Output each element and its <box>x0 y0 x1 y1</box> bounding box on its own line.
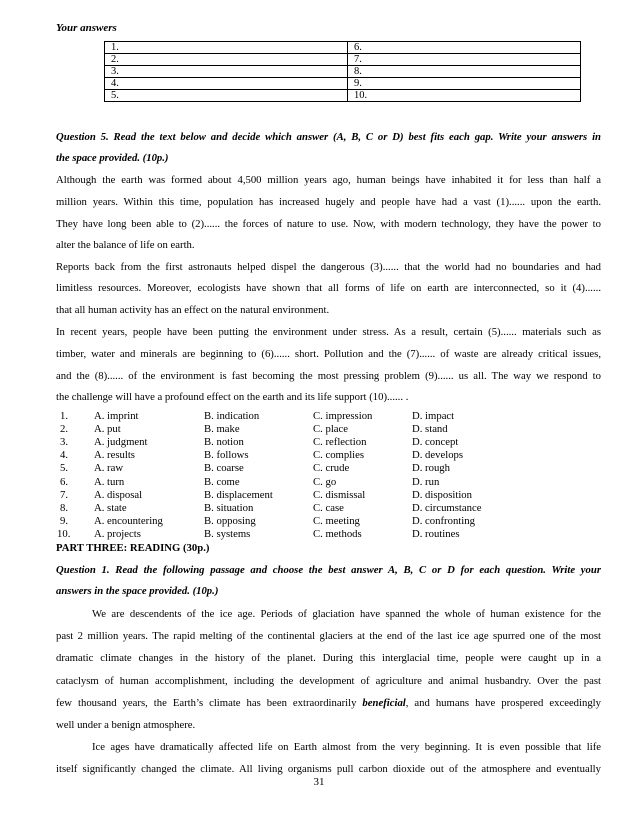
p1-line5-pre: few thousand years, the Earth’s climate has been extraordinarily <box>56 697 363 709</box>
answer-table <box>104 41 581 102</box>
option-b: B. make <box>204 423 240 436</box>
option-a: A. imprint <box>94 410 139 422</box>
option-number: 4. <box>60 449 69 462</box>
option-number: 2. <box>60 423 69 436</box>
p1-line2: past 2 million years. The rapid melting of the continental glaciers at the end of the last ice age spurred one of the most <box>56 630 601 642</box>
answer-cell-right: 6. <box>348 42 581 54</box>
q5-passage-line: and the (8)...... of the environment is fast becoming the most pressing problem (9)...... us all. The way we respond to <box>56 370 601 382</box>
answer-cell-left: 3. <box>105 66 348 78</box>
part3-heading: PART THREE: READING (30p.) <box>56 542 210 554</box>
option-a: A. judgment <box>94 436 148 449</box>
p1-line5 <box>56 696 601 710</box>
option-number: 7. <box>60 488 69 501</box>
answer-table-row <box>105 90 581 102</box>
page-number: 31 <box>313 776 325 788</box>
q5-passage-line: alter the balance of life on earth. <box>56 239 195 251</box>
q5-passage-line: that all human activity has an effect on the natural environment. <box>56 304 330 316</box>
p1-line6: well under a benign atmosphere. <box>56 719 196 731</box>
option-b: B. notion <box>204 436 244 449</box>
q5-passage-line: In recent years, people have been putting the environment under stress. As a result, certain (5)...... materials such as <box>56 326 601 338</box>
answer-cell-right: 10. <box>348 90 581 102</box>
option-c: C. place <box>313 423 349 436</box>
option-d: D. stand <box>412 423 448 436</box>
answer-cell-left: 2. <box>105 54 348 66</box>
option-c: C. dismissal <box>313 488 366 501</box>
option-a: A. disposal <box>94 488 143 501</box>
option-number: 9. <box>60 514 69 527</box>
q1-title-line1: Question 1. Read the following passage and choose the best answer A, B, C or D for each question. Write your <box>56 564 601 576</box>
p1-line4: cataclysm of human accomplishment, including the development of agriculture and animal husbandry. Over the past <box>56 675 601 687</box>
option-b: B. systems <box>204 527 251 540</box>
p1-line1: We are descendents of the ice age. Periods of glaciation have spanned the whole of human existence for the <box>92 608 601 620</box>
option-c: C. reflection <box>313 436 367 449</box>
beneficial-word: beneficial <box>362 697 406 709</box>
answer-cell-left: 1. <box>105 42 348 54</box>
option-number: 8. <box>60 501 69 514</box>
option-d: D. run <box>412 475 440 488</box>
option-number: 1. <box>60 410 69 422</box>
p1-line3: dramatic climate changes in the history of the planet. During this interglacial time, people were caught up in a <box>56 652 601 664</box>
option-b: B. indication <box>204 410 260 422</box>
option-d: D. disposition <box>412 488 472 501</box>
q5-passage-line: the challenge will have a profound effect on the earth and its life support (10)...... . <box>56 391 409 403</box>
q5-passage-line: million years. Within this time, population has increased hugely and people have had a vast (1)...... upon the earth. <box>56 196 601 208</box>
answer-table-row <box>105 66 581 78</box>
answer-cell-right: 9. <box>348 78 581 90</box>
option-c: C. meeting <box>313 514 360 527</box>
option-c: C. methods <box>313 527 362 540</box>
q5-title-line1: Question 5. Read the text below and decide which answer (A, B, C or D) best fits each gap. Write your answers in <box>56 131 601 143</box>
option-c: C. crude <box>313 462 350 475</box>
option-d: D. routines <box>412 527 460 540</box>
q5-passage-line: Reports back from the first astronauts helped dispel the dangerous (3)...... that the world had no boundaries and had <box>56 261 601 273</box>
option-b: B. opposing <box>204 514 256 527</box>
option-a: A. turn <box>94 475 125 488</box>
answer-cell-left: 5. <box>105 90 348 102</box>
q1-title-line2: answers in the space provided. (10p.) <box>56 585 219 597</box>
option-c: C. go <box>313 475 337 488</box>
answer-table-row <box>105 42 581 54</box>
q5-passage-line: limitless resources. Moreover, ecologists have shown that all forms of life on earth are interconnected, so it (4)...... <box>56 282 601 294</box>
q5-passage-line: They have long been able to (2)...... the forces of nature to use. Now, with modern technology, they have the power to <box>56 218 601 230</box>
option-b: B. coarse <box>204 462 244 475</box>
p2-line1: Ice ages have dramatically affected life on Earth almost from the very beginning. It is even possible that life <box>92 741 601 753</box>
option-a: A. encountering <box>94 514 163 527</box>
option-b: B. follows <box>204 449 249 462</box>
option-b: B. situation <box>204 501 254 514</box>
option-b: B. displacement <box>204 488 273 501</box>
answer-table-row <box>105 54 581 66</box>
option-a: A. state <box>94 501 127 514</box>
answer-cell-right: 7. <box>348 54 581 66</box>
option-number: 5. <box>60 462 69 475</box>
option-d: D. concept <box>412 436 459 449</box>
option-a: A. projects <box>94 527 141 540</box>
q5-passage-line: Although the earth was formed about 4,500 million years ago, human beings have inhabited it for less than half a <box>56 174 601 186</box>
option-d: D. impact <box>412 410 455 422</box>
q5-title-line2: the space provided. (10p.) <box>56 152 169 164</box>
option-b: B. come <box>204 475 240 488</box>
option-d: D. confronting <box>412 514 475 527</box>
option-number: 10. <box>57 527 71 540</box>
answer-table-row <box>105 78 581 90</box>
option-c: C. complies <box>313 449 365 462</box>
option-number: 3. <box>60 436 69 449</box>
answer-cell-left: 4. <box>105 78 348 90</box>
option-a: A. raw <box>94 462 124 475</box>
option-a: A. results <box>94 449 135 462</box>
option-number: 6. <box>60 475 69 488</box>
option-a: A. put <box>94 423 121 436</box>
q5-passage-line: timber, water and minerals are beginning to (6)...... short. Pollution and the (7)...... of waste are already critical issues, <box>56 348 601 360</box>
option-d: D. rough <box>412 462 450 475</box>
p2-line2: itself significantly changed the climate. All living organisms pull carbon dioxide out of the atmosphere and eventually <box>56 763 601 775</box>
answer-cell-right: 8. <box>348 66 581 78</box>
option-d: D. develops <box>412 449 464 462</box>
p1-line5-post: , and humans have prospered exceedingly <box>405 697 601 709</box>
option-c: C. impression <box>313 410 373 422</box>
option-c: C. case <box>313 501 344 514</box>
option-d: D. circumstance <box>412 501 482 514</box>
your-answers-heading: Your answers <box>56 22 117 34</box>
